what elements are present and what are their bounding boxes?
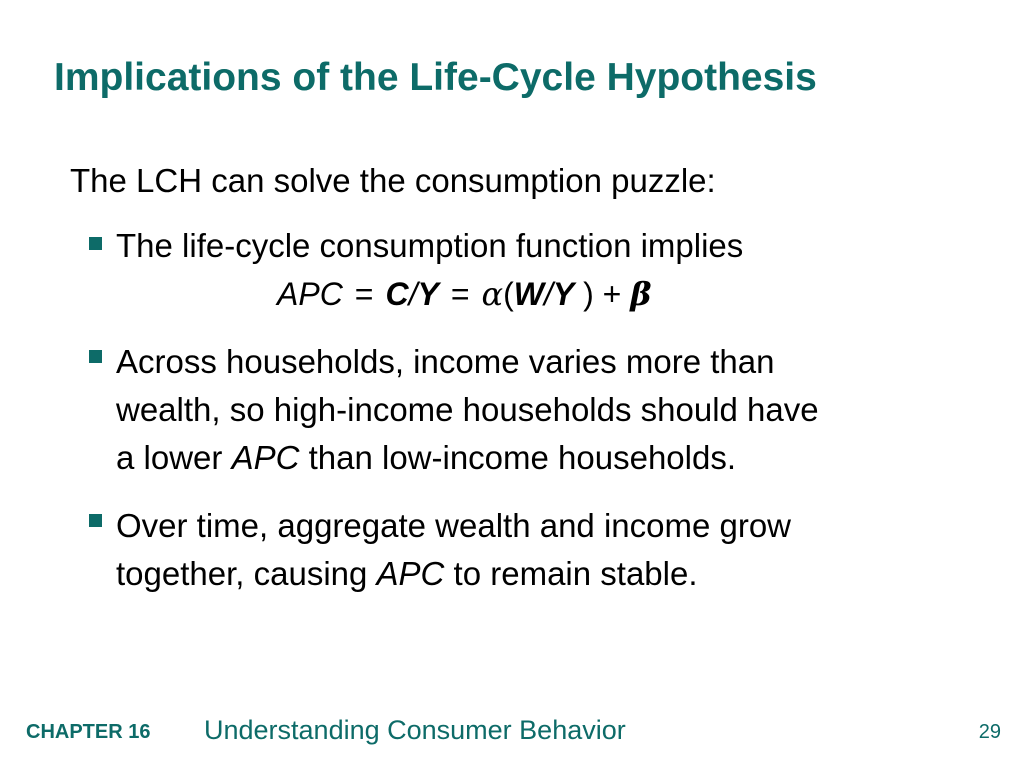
footer-chapter-title: Understanding Consumer Behavior bbox=[204, 715, 626, 745]
equation-y: Y bbox=[552, 276, 575, 312]
equation-w: W bbox=[513, 276, 544, 312]
intro-text: The LCH can solve the consumption puzzle: bbox=[70, 162, 716, 199]
text-fragment: together, causing bbox=[116, 555, 377, 592]
bullet-item bbox=[116, 502, 956, 598]
equation-close-paren: ) bbox=[583, 276, 594, 312]
bullet-text-line: Over time, aggregate wealth and income grow bbox=[116, 507, 792, 544]
equation-alpha: α bbox=[481, 275, 504, 313]
equation-equals: = bbox=[354, 276, 374, 312]
equation-c: C bbox=[385, 276, 409, 312]
bullet-text-line: wealth, so high-income households should have bbox=[116, 391, 819, 428]
equation-slash: / bbox=[408, 276, 418, 312]
slide-title: Implications of the Life-Cycle Hypothesis bbox=[54, 56, 817, 99]
bullet-text: The life-cycle consumption function implies bbox=[116, 227, 744, 264]
equation-open-paren: ( bbox=[503, 276, 514, 312]
equation-beta: β bbox=[630, 275, 652, 313]
bullet-square-icon bbox=[89, 237, 102, 250]
apc-equation bbox=[277, 272, 651, 316]
footer-chapter-label: CHAPTER 16 bbox=[26, 721, 151, 743]
equation-y: Y bbox=[417, 276, 439, 312]
equation-apc: APC bbox=[277, 276, 343, 312]
equation-equals: = bbox=[450, 276, 470, 312]
text-fragment: a lower bbox=[116, 439, 232, 476]
bullet-item bbox=[116, 338, 956, 482]
bullet-item bbox=[116, 222, 743, 270]
text-fragment: to remain stable. bbox=[444, 555, 698, 592]
text-fragment: than low-income households. bbox=[299, 439, 737, 476]
equation-slash: / bbox=[543, 276, 553, 312]
equation-plus: + bbox=[602, 276, 622, 312]
apc-term: APC bbox=[231, 439, 300, 476]
bullet-text-line bbox=[116, 434, 956, 482]
bullet-square-icon bbox=[89, 350, 102, 363]
page-number: 29 bbox=[978, 721, 1001, 743]
bullet-text-line bbox=[116, 550, 956, 598]
apc-term: APC bbox=[376, 555, 445, 592]
bullet-text-line: Across households, income varies more than bbox=[116, 343, 775, 380]
bullet-square-icon bbox=[89, 514, 102, 527]
